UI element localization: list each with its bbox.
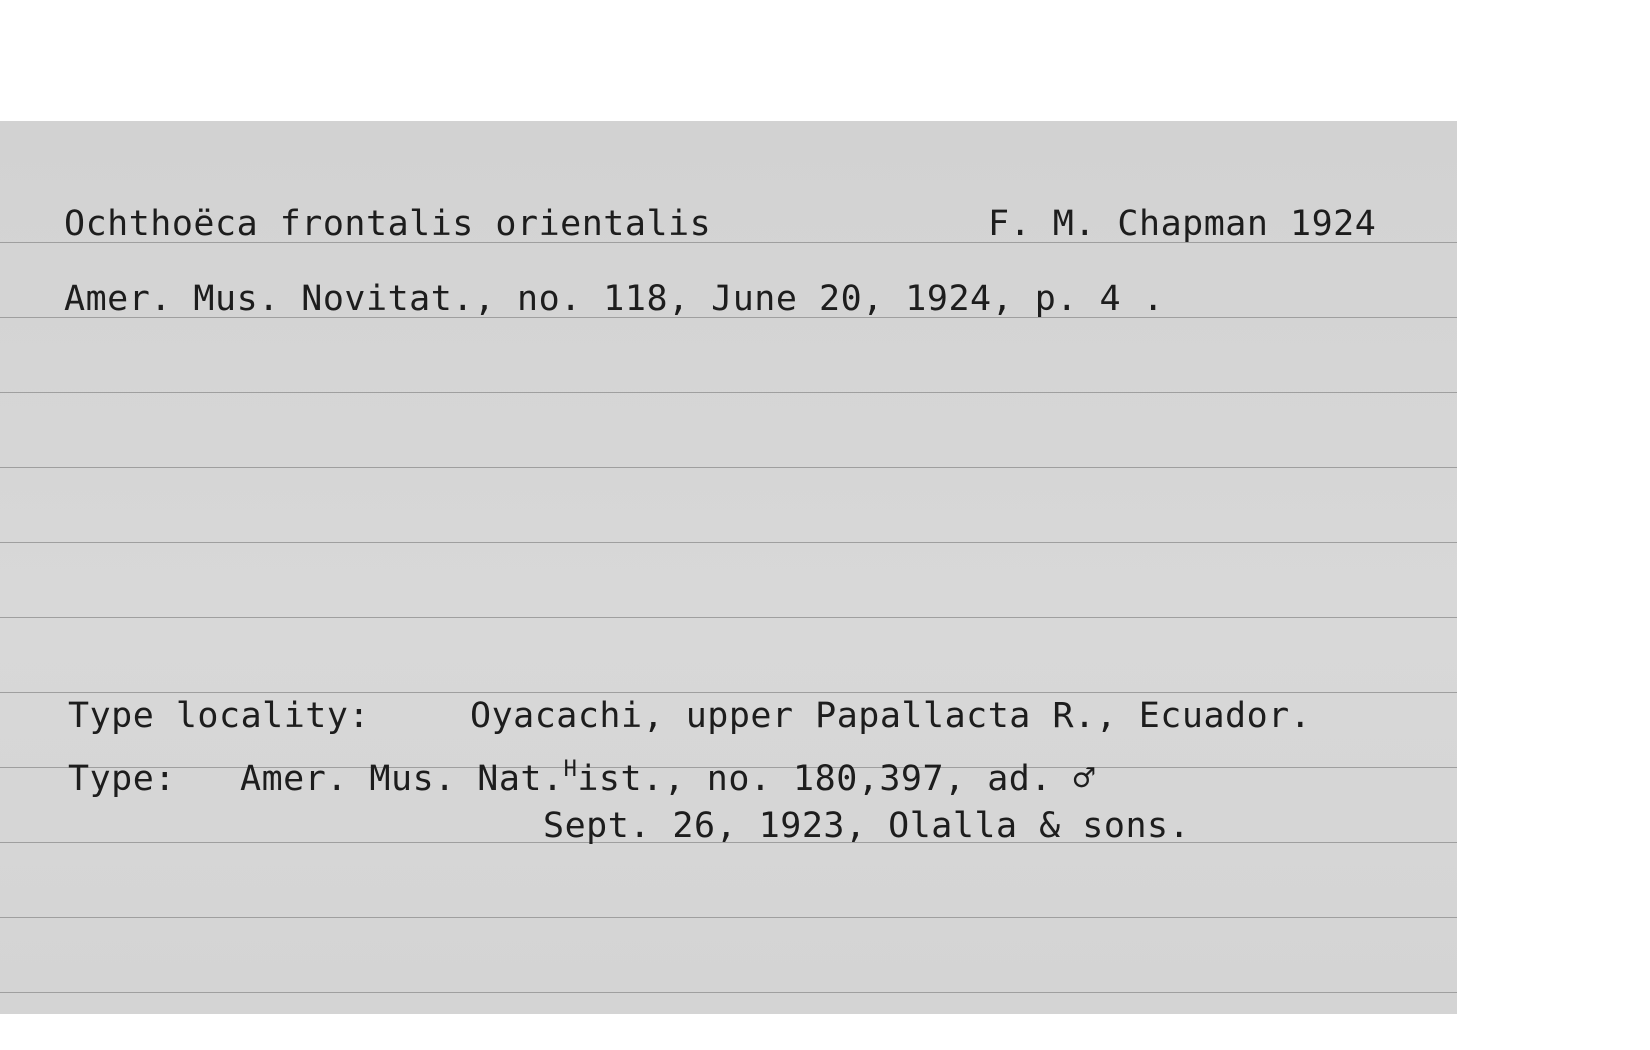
type-value-post: ist., no. 180,397, ad. ♂ bbox=[577, 759, 1096, 799]
type-collection-details: Sept. 26, 1923, Olalla & sons. bbox=[543, 806, 1191, 846]
card-rule bbox=[0, 542, 1457, 543]
citation: Amer. Mus. Novitat., no. 118, June 20, 1924, p. 4 . bbox=[64, 279, 1165, 319]
type-value-pre: Amer. Mus. Nat. bbox=[240, 759, 564, 799]
card-rule bbox=[0, 692, 1457, 693]
type-label: Type: bbox=[68, 759, 176, 799]
species-name: Ochthoëca frontalis orientalis bbox=[64, 204, 712, 244]
type-value-superscript: H bbox=[563, 757, 578, 782]
type-specimen bbox=[240, 759, 1095, 799]
type-locality-value: Oyacachi, upper Papallacta R., Ecuador. bbox=[470, 696, 1312, 736]
card-rule bbox=[0, 617, 1457, 618]
card-rule bbox=[0, 467, 1457, 468]
card-rule bbox=[0, 992, 1457, 993]
species-author: F. M. Chapman 1924 bbox=[988, 204, 1377, 244]
type-locality-label: Type locality: bbox=[68, 696, 371, 736]
card-rule bbox=[0, 392, 1457, 393]
card-rule bbox=[0, 917, 1457, 918]
catalog-card bbox=[0, 121, 1457, 1014]
